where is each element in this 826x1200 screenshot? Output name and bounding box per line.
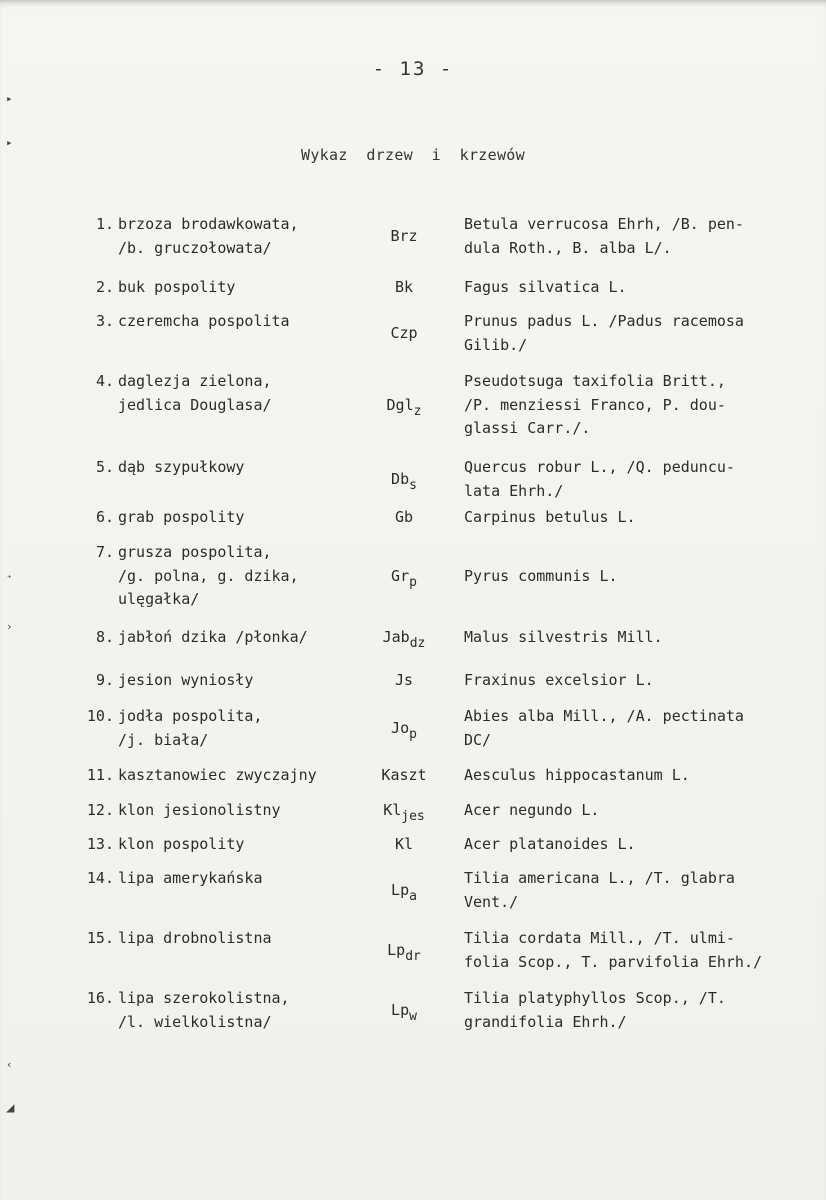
polish-name — [118, 213, 299, 260]
abbreviation-subscript: dz — [409, 636, 426, 651]
latin-name — [464, 833, 636, 857]
entry-number: 3. — [95, 312, 114, 330]
polish-name — [118, 506, 244, 530]
latin-name-line: lata Ehrh./ — [464, 481, 564, 500]
entry-number: 7. — [95, 543, 114, 561]
entry-number: 4. — [95, 372, 114, 390]
abbreviation — [370, 939, 438, 969]
abbreviation-main: Bk — [394, 278, 414, 296]
latin-name-line: Tilia platyphyllos Scop., /T. — [464, 989, 726, 1007]
entry-number: 12. — [86, 801, 114, 819]
polish-name-line: jedlica Douglasa/ — [118, 395, 272, 414]
polish-name-line: ulęgałka/ — [118, 590, 200, 608]
abbreviation-subscript: z — [413, 403, 422, 419]
abbreviation — [370, 669, 438, 693]
polish-name-line: grusza pospolita, — [118, 543, 272, 561]
polish-name-line: buk pospolity — [118, 278, 236, 296]
polish-name-line: kasztanowiec zwyczajny — [118, 766, 317, 784]
latin-name-line: Gilib./ — [464, 335, 528, 354]
latin-name — [464, 456, 735, 503]
latin-name-line: Fraxinus excelsior L. — [464, 671, 654, 689]
abbreviation — [370, 565, 438, 595]
abbreviation-subscript: p — [409, 726, 417, 742]
abbreviation — [370, 225, 438, 249]
abbreviation — [370, 276, 438, 300]
entry-number: 2. — [95, 278, 114, 296]
abbreviation-main: Kaszt — [381, 766, 427, 784]
abbreviation-main: Gb — [394, 508, 414, 526]
latin-name — [464, 764, 690, 788]
entry-number: 15. — [86, 929, 114, 947]
latin-name-line: Pseudotsuga taxifolia Britt., — [464, 372, 726, 390]
polish-name — [118, 456, 244, 480]
abbreviation — [370, 799, 438, 829]
latin-name — [464, 705, 744, 752]
polish-name — [118, 927, 272, 951]
latin-name — [464, 213, 744, 260]
abbreviation-main: Js — [394, 671, 414, 689]
latin-name — [464, 276, 627, 300]
polish-name-line: jodła pospolita, — [118, 707, 263, 725]
latin-name-line: Aesculus hippocastanum L. — [464, 766, 690, 784]
abbreviation — [370, 833, 438, 857]
latin-name-line: Vent./ — [464, 892, 519, 911]
entry-number: 11. — [86, 766, 114, 784]
abbreviation-subscript: s — [409, 477, 417, 493]
polish-name-line: klon pospolity — [118, 835, 245, 853]
latin-name-line — [464, 541, 618, 565]
polish-name-line: lipa szerokolistna, — [118, 989, 290, 1007]
abbreviation — [370, 506, 438, 530]
abbreviation — [370, 879, 438, 909]
polish-name-line: /g. polna, g. dzika, — [118, 566, 299, 585]
latin-name-line: Abies alba Mill., /A. pectinata — [464, 707, 744, 725]
entry-number: 1. — [95, 215, 114, 233]
latin-name-line: Quercus robur L., /Q. peduncu- — [464, 458, 735, 476]
latin-name-line: glassi Carr./. — [464, 419, 591, 437]
latin-name-line: Tilia cordata Mill., /T. ulmi- — [464, 929, 735, 947]
polish-name-line: klon jesionolistny — [118, 801, 281, 819]
latin-name-line: DC/ — [464, 730, 492, 749]
abbreviation-main: Lp — [391, 1000, 410, 1019]
abbreviation — [370, 322, 438, 346]
polish-name-line: dąb szypułkowy — [118, 458, 245, 476]
margin-mark: ◢ — [6, 1100, 15, 1116]
entry-number: 14. — [86, 869, 114, 887]
polish-name — [118, 764, 317, 788]
abbreviation-main: Kl — [394, 835, 414, 853]
latin-name — [464, 867, 735, 914]
latin-name-line: Malus silvestris Mill. — [464, 628, 663, 646]
latin-name — [464, 987, 726, 1034]
latin-name-line: folia Scop., T. parvifolia Ehrh./ — [464, 952, 763, 971]
latin-name-line: Tilia americana L., /T. glabra — [464, 869, 735, 887]
polish-name-line: czeremcha pospolita — [118, 312, 290, 330]
polish-name — [118, 276, 235, 300]
polish-name-line: /j. biała/ — [118, 730, 209, 749]
latin-name — [464, 541, 618, 588]
margin-mark: › — [6, 620, 13, 633]
latin-name-line: Pyrus communis L. — [464, 566, 618, 585]
entry-number: 5. — [95, 458, 114, 476]
margin-mark: ⁺ — [6, 572, 13, 585]
latin-name-line: Betula verrucosa Ehrh, /B. pen- — [464, 215, 744, 233]
polish-name — [118, 705, 263, 752]
page-number: - 13 - — [372, 58, 454, 80]
latin-name-line: /P. menziessi Franco, P. dou- — [464, 395, 726, 414]
abbreviation — [370, 764, 438, 788]
margin-mark: ▸ — [6, 92, 13, 105]
abbreviation — [370, 394, 438, 424]
abbreviation — [370, 999, 438, 1029]
latin-name — [464, 626, 663, 650]
abbreviation-main: Lp — [391, 880, 410, 899]
abbreviation-subscript: a — [409, 888, 417, 904]
abbreviation — [370, 468, 438, 498]
polish-name-line: daglezja zielona, — [118, 372, 272, 390]
latin-name — [464, 799, 599, 823]
latin-name-line: dula Roth., B. alba L/. — [464, 238, 672, 257]
latin-name-line: Acer negundo L. — [464, 801, 600, 819]
latin-name-line: Prunus padus L. /Padus racemosa — [464, 312, 744, 330]
abbreviation — [370, 626, 438, 656]
abbreviation-main: Lp — [387, 940, 406, 959]
polish-name-line: jesion wyniosły — [118, 671, 254, 689]
abbreviation-main: Db — [391, 469, 410, 488]
abbreviation-subscript: p — [409, 574, 417, 590]
abbreviation-main: Jab — [382, 628, 410, 646]
latin-name — [464, 506, 636, 530]
polish-name-line: /l. wielkolistna/ — [118, 1012, 272, 1031]
abbreviation-main: Kl — [383, 801, 402, 819]
margin-mark: ‹ — [6, 1058, 13, 1071]
latin-name — [464, 370, 726, 441]
entry-number: 8. — [95, 628, 114, 646]
polish-name-line: jabłoń dzika /płonka/ — [118, 628, 308, 646]
abbreviation-main: Jo — [391, 718, 410, 737]
latin-name-line: Fagus silvatica L. — [464, 278, 627, 296]
abbreviation-subscript: w — [409, 1008, 417, 1024]
polish-name-line: brzoza brodawkowata, — [118, 215, 299, 233]
polish-name — [118, 370, 272, 417]
abbreviation-main: Gr — [391, 566, 410, 585]
polish-name-line: grab pospolity — [118, 508, 245, 526]
polish-name — [118, 310, 290, 334]
entry-number: 13. — [86, 835, 114, 853]
latin-name — [464, 927, 762, 974]
list-title: Wykaz drzew i krzewów — [301, 146, 525, 164]
abbreviation-main: Dgl — [386, 395, 414, 414]
latin-name-line: Carpinus betulus L. — [464, 508, 636, 526]
polish-name — [118, 867, 263, 891]
polish-name — [118, 987, 290, 1034]
entry-number: 6. — [95, 508, 114, 526]
polish-name-line: /b. gruczołowata/ — [118, 238, 272, 257]
entry-number: 9. — [95, 671, 114, 689]
latin-name-line: Acer platanoides L. — [464, 835, 636, 853]
abbreviation-main: Czp — [390, 323, 418, 342]
abbreviation-subscript: jes — [401, 809, 425, 824]
polish-name — [118, 626, 308, 650]
abbreviation-subscript: dr — [405, 948, 421, 964]
abbreviation-main: Brz — [390, 226, 418, 245]
polish-name — [118, 541, 299, 612]
latin-name-line: grandifolia Ehrh./ — [464, 1012, 627, 1031]
latin-name — [464, 669, 654, 693]
polish-name — [118, 669, 253, 693]
margin-mark: ▸ — [6, 136, 13, 149]
entry-number: 16. — [86, 989, 114, 1007]
polish-name — [118, 799, 281, 823]
entry-number: 10. — [86, 707, 114, 725]
polish-name-line: lipa amerykańska — [118, 869, 263, 887]
abbreviation — [370, 717, 438, 747]
latin-name — [464, 310, 744, 357]
polish-name — [118, 833, 244, 857]
polish-name-line: lipa drobnolistna — [118, 929, 272, 947]
